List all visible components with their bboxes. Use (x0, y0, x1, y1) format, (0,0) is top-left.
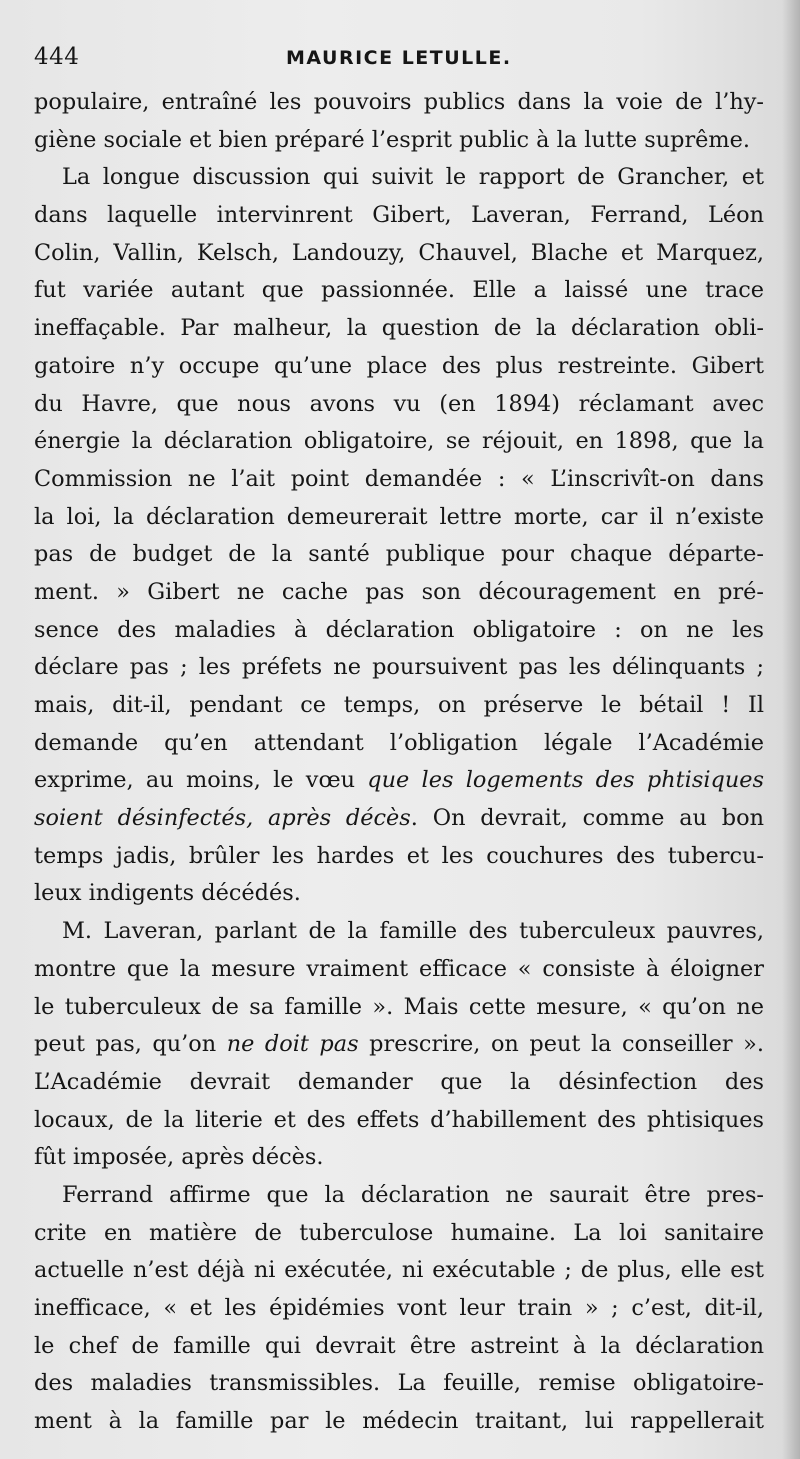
paragraph (34, 913, 764, 1177)
text-run: fut variée autant que passionnée. Elle a laissé une trace (34, 277, 764, 304)
text-run: montre que la mesure vraiment efficace « consiste à éloigner (34, 955, 764, 982)
text-run: ineffaçable. Par malheur, la question de la déclaration obli- (34, 315, 764, 342)
text-line (34, 84, 764, 122)
text-line (34, 1252, 764, 1290)
text-run: déclare pas ; les préfets ne poursuivent pas les délinquants ; (34, 654, 764, 681)
body-text (34, 84, 764, 1441)
text-run: du Havre, que nous avons vu (en 1894) réclamant avec (34, 390, 764, 417)
text-line (34, 235, 764, 273)
text-line (34, 725, 764, 763)
text-run: Ferrand affirme que la déclaration ne saurait être pres- (62, 1181, 764, 1208)
text-line (34, 1064, 764, 1102)
text-run: inefficace, « et les épidémies vont leur train » ; c’est, dit-il, (34, 1295, 764, 1321)
text-run: fût imposée, après décès. (34, 1144, 324, 1171)
italic-text: que les logements des phtisiques (367, 767, 764, 794)
text-run: ment à la famille par le médecin traitant, lui rappellerait (34, 1408, 764, 1435)
page-number: 444 (34, 44, 80, 70)
text-line (34, 1290, 764, 1328)
text-line (34, 1215, 764, 1253)
text-run: giène sociale et bien préparé l’esprit public à la lutte suprême. (34, 126, 751, 153)
text-line (34, 612, 764, 650)
paragraph (34, 159, 764, 913)
text-line (34, 1365, 764, 1403)
text-run: L’Académie devrait demander que la désinfection des (34, 1068, 764, 1095)
text-line (34, 1403, 764, 1441)
text-line (34, 913, 764, 951)
italic-text: ne doit pas (226, 1031, 359, 1058)
text-line (34, 951, 764, 989)
text-run: le tuberculeux de sa famille ». Mais cette mesure, « qu’on ne (34, 993, 764, 1020)
text-line (34, 197, 764, 235)
text-run: dans laquelle intervinrent Gibert, Laveran, Ferrand, Léon (34, 202, 764, 229)
text-run: mais, dit-il, pendant ce temps, on préserve le bétail ! Il (34, 692, 764, 718)
paragraph (34, 84, 764, 159)
text-run: pas de budget de la santé publique pour chaque départe- (34, 541, 764, 568)
text-line (34, 159, 764, 197)
text-run: La longue discussion qui suivit le rapport de Grancher, et (62, 164, 764, 191)
text-line (34, 989, 764, 1027)
text-run: leux indigents décédés. (34, 880, 301, 907)
text-line (34, 461, 764, 499)
text-line (34, 310, 764, 348)
text-line (34, 762, 764, 800)
italic-text: soient désinfectés, après décès (34, 805, 411, 832)
text-line (34, 1026, 764, 1064)
text-line (34, 1177, 764, 1215)
text-line (34, 122, 764, 160)
text-run: peut pas, qu’on (34, 1031, 227, 1058)
text-line (34, 875, 764, 913)
text-line (34, 536, 764, 574)
text-run: prescrire, on peut la conseiller ». (358, 1031, 764, 1058)
text-run: la loi, la déclaration demeurerait lettre morte, car il n’existe (34, 503, 764, 530)
paragraph (34, 1177, 764, 1441)
text-line (34, 649, 764, 687)
text-run: . On devrait, comme au bon (410, 805, 764, 832)
page-header (34, 44, 764, 74)
text-run: actuelle n’est déjà ni exécutée, ni exécutable ; de plus, elle est (34, 1257, 764, 1284)
text-run: énergie la déclaration obligatoire, se réjouit, en 1898, que la (34, 428, 764, 455)
text-run: gatoire n’y occupe qu’une place des plus restreinte. Gibert (34, 352, 764, 379)
text-run: populaire, entraîné les pouvoirs publics dans la voie de l’hy- (34, 89, 764, 115)
text-line (34, 1102, 764, 1140)
text-run: le chef de famille qui devrait être astreint à la déclaration (34, 1332, 764, 1359)
text-run: ment. » Gibert ne cache pas son découragement en pré- (34, 578, 764, 605)
text-line (34, 800, 764, 838)
text-run: Colin, Vallin, Kelsch, Landouzy, Chauvel, Blache et Marquez, (34, 239, 764, 266)
text-line (34, 687, 764, 725)
text-line (34, 348, 764, 386)
text-line (34, 1328, 764, 1366)
text-line (34, 272, 764, 310)
text-run: Commission ne l’ait point demandée : « L’inscrivît-on dans (34, 465, 764, 492)
text-run: sence des maladies à déclaration obligatoire : on ne les (34, 616, 764, 643)
text-run: des maladies transmissibles. La feuille, remise obligatoire- (34, 1370, 764, 1397)
text-run: temps jadis, brûler les hardes et les couchures des tubercu- (34, 842, 764, 869)
text-run: locaux, de la literie et des effets d’habillement des phtisiques (34, 1106, 764, 1133)
text-run: crite en matière de tuberculose humaine. La loi sanitaire (34, 1219, 764, 1246)
text-line (34, 386, 764, 424)
text-run: exprime, au moins, le vœu (34, 767, 368, 794)
text-run: demande qu’en attendant l’obligation légale l’Académie (34, 729, 764, 756)
text-line (34, 423, 764, 461)
text-line (34, 1139, 764, 1177)
text-line (34, 574, 764, 612)
running-title: MAURICE LETULLE. (286, 47, 512, 69)
text-run: M. Laveran, parlant de la famille des tuberculeux pauvres, (62, 918, 764, 945)
text-line (34, 838, 764, 876)
text-line (34, 499, 764, 537)
